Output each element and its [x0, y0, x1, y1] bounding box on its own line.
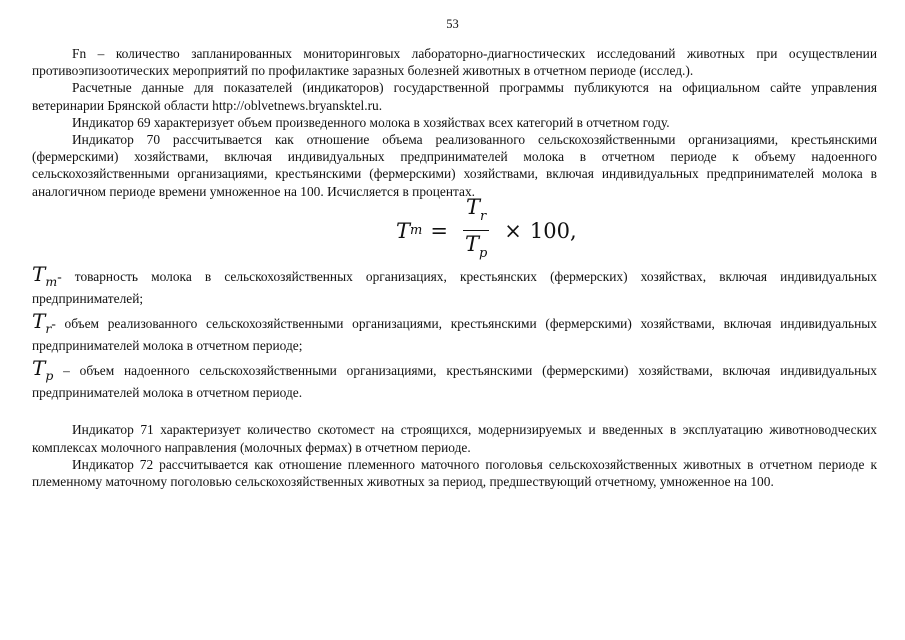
page-content — [32, 45, 877, 490]
definition-tm-sub: m — [45, 273, 58, 289]
page-number: 53 — [446, 17, 459, 31]
formula-num-var: T — [466, 195, 481, 220]
formula — [396, 195, 577, 262]
spacer — [32, 401, 877, 421]
definition-tm-symbol — [32, 261, 58, 289]
formula-factor: 100, — [529, 218, 577, 243]
paragraph-publication: Расчетные данные для показателей (индикаторов) государственной программы публикуются на официальном сайте управления ветеринарии Брянской области http://oblvetnews.bryansktel.ru. — [32, 80, 877, 113]
definition-tp-sub: p — [45, 368, 54, 384]
paragraph-indicator-72: Индикатор 72 рассчитывается как отношение племенного маточного поголовья сельскохозяйственных животных в отчетном периоде к племенному маточному поголовью сельскохозяйственных животных за период, предшествующий отчетному, умноженное на 100. — [32, 456, 877, 490]
paragraph-fn-definition: Fn – количество запланированных мониторинговых лабораторно-диагностических исследований животных при осуществлении противоэпизоотических мероприятий по профилактике заразных болезней животных в отчетном периоде (исслед.). — [32, 46, 877, 79]
formula-den-var: T — [464, 232, 479, 257]
definition-tr-symbol — [32, 309, 52, 337]
definition-tm — [32, 261, 877, 307]
paragraph-indicator-70: Индикатор 70 рассчитывается как отношение объема реализованного сельскохозяйственными организациями, крестьянскими (фермерскими) хозяйствами, включая индивидуальных предпринимателей молока в отчетном периоде к объему надоенного сельскохозяйственными организациями, крестьянскими (фермерскими) хозяйствами, включая индивидуальных предпринимателей молока в аналогичном периоде времени умноженное на 100. Исчисляется в процентах. — [32, 132, 877, 199]
formula-lhs-var: T — [396, 218, 411, 243]
definition-tm-text: - товарность молока в сельскохозяйственных организациях, крестьянских (фермерских) хозяйствах, включая индивидуальных предпринимателей; — [32, 268, 877, 306]
formula-times: × — [504, 218, 522, 243]
formula-numerator — [463, 195, 489, 231]
paragraph-indicator-69: Индикатор 69 характеризует объем произведенного молока в хозяйствах всех категорий в отчетном году. — [72, 114, 670, 130]
definition-tr-var: T — [32, 309, 46, 334]
formula-den-sub: p — [478, 246, 488, 262]
formula-lhs-sub: m — [410, 223, 423, 239]
formula-denominator — [462, 231, 490, 266]
formula-fraction — [462, 195, 490, 266]
definition-tp-text: – объем надоенного сельскохозяйственными организациями, крестьянскими (фермерскими) хозяйствами, включая индивидуальных предпринимателей молока в отчетном периоде. — [32, 363, 877, 401]
definition-tr-sub: r — [45, 321, 52, 337]
definition-tp-var: T — [32, 356, 46, 381]
definition-tm-var: T — [32, 261, 46, 286]
definition-tr-text: - объем реализованного сельскохозяйственными организациями, крестьянскими (фермерскими) хозяйствами, включая индивидуальных предпринимателей молока в отчетном периоде; — [32, 316, 877, 354]
formula-block — [32, 195, 877, 262]
formula-equals: = — [430, 218, 448, 243]
formula-num-sub: r — [480, 209, 487, 225]
paragraph-indicator-71: Индикатор 71 характеризует количество скотомест на строящихся, модернизируемых и введенных в эксплуатацию животноводческих комплексах молочного направления (молочных фермах) в отчетном периоде. — [32, 422, 877, 455]
definition-tp — [32, 356, 877, 401]
definition-tr — [32, 309, 877, 354]
definition-tp-symbol — [32, 356, 54, 384]
